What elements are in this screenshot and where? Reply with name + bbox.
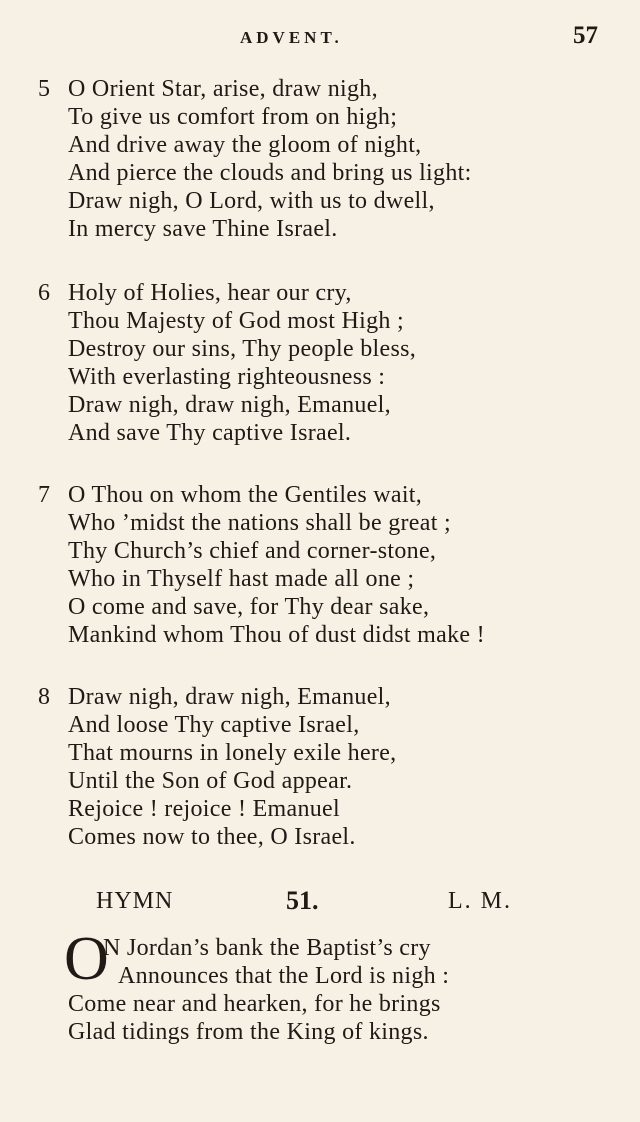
stanza-number: 8 (38, 684, 50, 710)
page-number: 57 (573, 22, 598, 49)
verse-line: Draw nigh, draw nigh, Emanuel, (68, 392, 391, 418)
drop-cap: O (64, 925, 109, 993)
stanza-number: 5 (38, 76, 50, 102)
verse-line: N Jordan’s bank the Baptist’s cry (103, 935, 431, 961)
verse-line: Destroy our sins, Thy people bless, (68, 336, 417, 362)
stanza-number: 7 (38, 482, 50, 508)
verse-line: And pierce the clouds and bring us light: (68, 160, 472, 186)
verse-line: Thy Church’s chief and corner-stone, (68, 538, 437, 564)
running-head (0, 22, 640, 52)
verse-line: O Orient Star, arise, draw nigh, (68, 76, 378, 102)
verse-line: Who ’midst the nations shall be great ; (68, 510, 451, 536)
verse-line: Rejoice ! rejoice ! Emanuel (68, 796, 340, 822)
verse-line: And loose Thy captive Israel, (68, 712, 360, 738)
section-title: ADVENT. (240, 28, 343, 47)
verse-line: O come and save, for Thy dear sake, (68, 594, 430, 620)
verse-line: Glad tidings from the King of kings. (68, 1019, 429, 1045)
hymn-number: 51. (286, 886, 319, 915)
verse-line: And drive away the gloom of night, (68, 132, 422, 158)
verse-line: Announces that the Lord is nigh : (118, 963, 450, 989)
hymn-heading (0, 886, 640, 920)
verse-line: Draw nigh, draw nigh, Emanuel, (68, 684, 391, 710)
verse-line: That mourns in lonely exile here, (68, 740, 397, 766)
verse-line: O Thou on whom the Gentiles wait, (68, 482, 423, 508)
hymn-label: HYMN (96, 888, 174, 914)
verse-line: Comes now to thee, O Israel. (68, 824, 356, 850)
verse-line: Thou Majesty of God most High ; (68, 308, 404, 334)
hymn-meter: L. M. (448, 888, 512, 914)
verse-line: Holy of Holies, hear our cry, (68, 280, 352, 306)
verse-line: To give us comfort from on high; (68, 104, 398, 130)
verse-line: And save Thy captive Israel. (68, 420, 352, 446)
verse-line: Come near and hearken, for he brings (68, 991, 441, 1017)
verse-line: Who in Thyself hast made all one ; (68, 566, 415, 592)
stanza-number: 6 (38, 280, 50, 306)
verse-line: Until the Son of God appear. (68, 768, 353, 794)
verse-line: Draw nigh, O Lord, with us to dwell, (68, 188, 435, 214)
verse-line: In mercy save Thine Israel. (68, 216, 338, 242)
verse-line: Mankind whom Thou of dust didst make ! (68, 622, 485, 648)
verse-line: With everlasting righteousness : (68, 364, 386, 390)
